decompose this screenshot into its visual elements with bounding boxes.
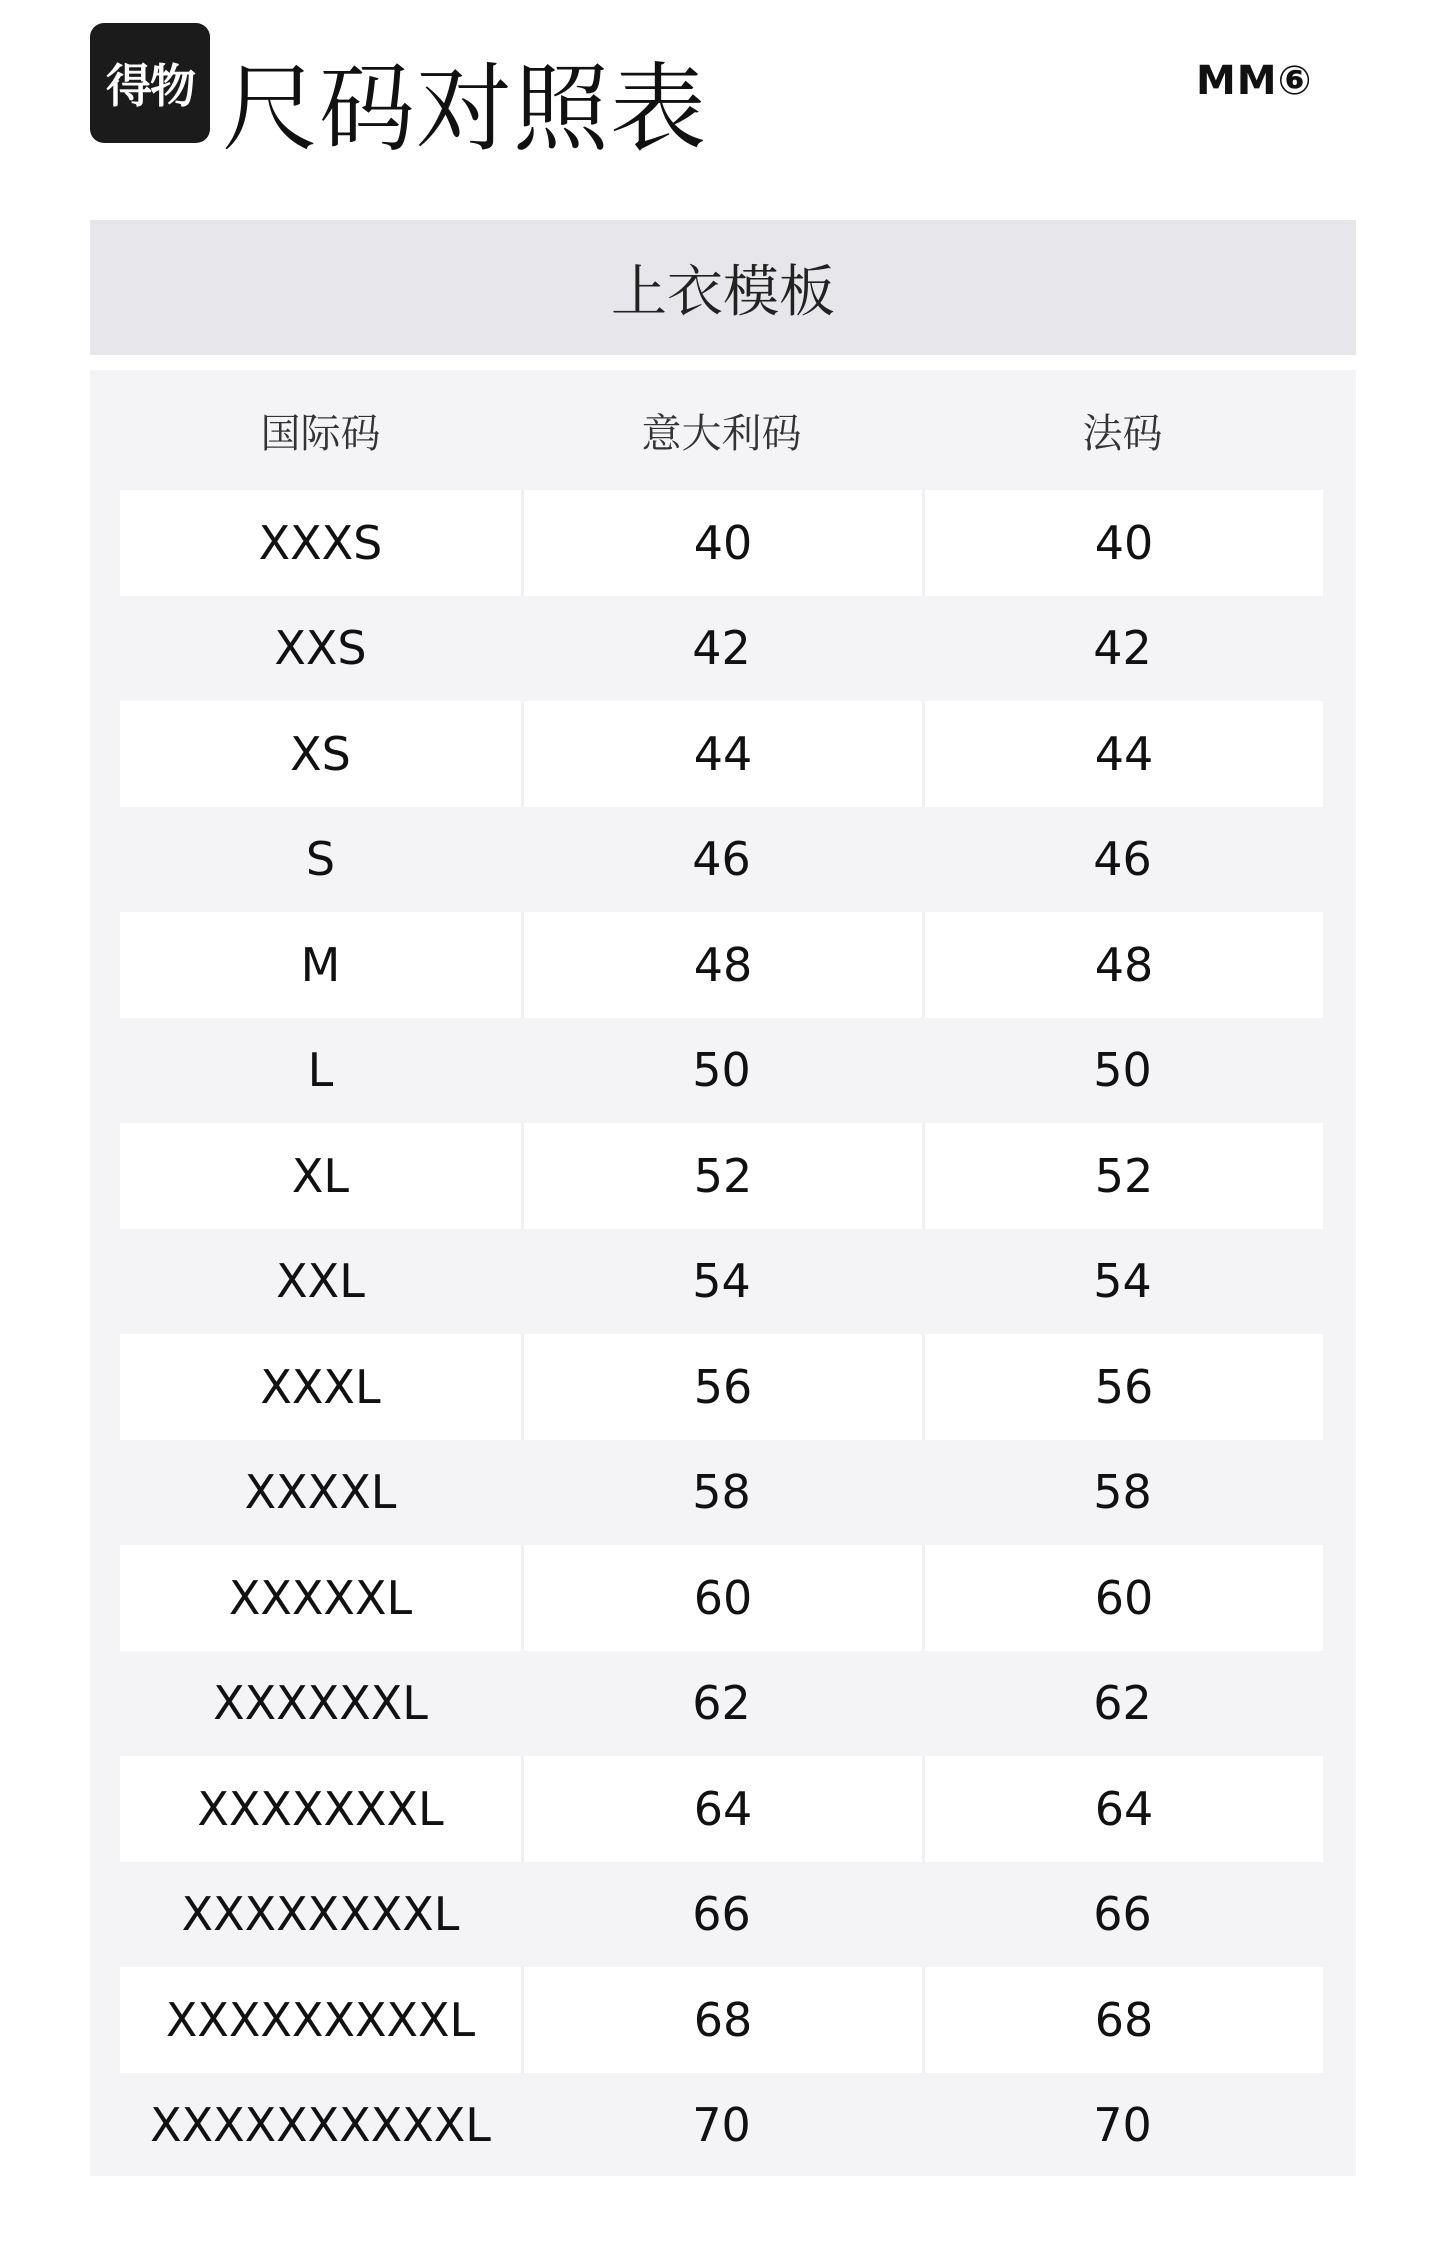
italian-size-cell: 48 bbox=[521, 912, 922, 1018]
column-header-international: 国际码 bbox=[260, 410, 381, 457]
french-size-cell: 56 bbox=[922, 1334, 1323, 1440]
table-row bbox=[120, 1334, 1323, 1440]
table-row bbox=[120, 1229, 1323, 1335]
italian-size-cell: 46 bbox=[692, 832, 751, 887]
international-size-cell: XXXXXXXXL bbox=[181, 1887, 460, 1942]
international-size-cell: XS bbox=[120, 701, 521, 807]
italian-size-cell: 42 bbox=[692, 621, 751, 676]
french-size-cell: 44 bbox=[922, 701, 1323, 807]
table-row bbox=[120, 1862, 1323, 1968]
italian-size-cell: 52 bbox=[521, 1123, 922, 1229]
italian-size-cell: 56 bbox=[521, 1334, 922, 1440]
french-size-cell: 62 bbox=[1093, 1676, 1152, 1731]
international-size-cell: XXS bbox=[274, 621, 367, 676]
italian-size-cell: 58 bbox=[692, 1465, 751, 1520]
french-size-cell: 40 bbox=[922, 490, 1323, 596]
table-row bbox=[120, 912, 1323, 1018]
french-size-cell: 68 bbox=[922, 1967, 1323, 2073]
table-row bbox=[120, 1967, 1323, 2073]
section-header bbox=[90, 220, 1356, 355]
french-size-cell: 58 bbox=[1093, 1465, 1152, 1520]
international-size-cell: XXXXXXL bbox=[213, 1676, 428, 1731]
column-header-italian: 意大利码 bbox=[641, 410, 802, 457]
table-row bbox=[120, 1440, 1323, 1546]
italian-size-cell: 40 bbox=[521, 490, 922, 596]
table-row bbox=[120, 1756, 1323, 1862]
table-row bbox=[120, 2073, 1323, 2179]
international-size-cell: XXXL bbox=[120, 1334, 521, 1440]
international-size-cell: L bbox=[307, 1043, 334, 1098]
international-size-cell: XXL bbox=[276, 1254, 365, 1309]
page-title: 尺码对照表 bbox=[222, 53, 707, 165]
french-size-cell: 42 bbox=[1093, 621, 1152, 676]
table-row bbox=[120, 1123, 1323, 1229]
app-logo: 得物 bbox=[90, 23, 210, 143]
table-row bbox=[120, 1018, 1323, 1124]
french-size-cell: 48 bbox=[922, 912, 1323, 1018]
international-size-cell: XXXXXXXL bbox=[120, 1756, 521, 1862]
table-row bbox=[120, 596, 1323, 702]
italian-size-cell: 66 bbox=[692, 1887, 751, 1942]
table-row bbox=[120, 1651, 1323, 1757]
international-size-cell: XXXXXXXXXL bbox=[120, 1967, 521, 2073]
column-header-french: 法码 bbox=[1082, 410, 1163, 457]
french-size-cell: 50 bbox=[1093, 1043, 1152, 1098]
french-size-cell: 66 bbox=[1093, 1887, 1152, 1942]
italian-size-cell: 54 bbox=[692, 1254, 751, 1309]
table-row bbox=[120, 807, 1323, 913]
french-size-cell: 70 bbox=[1093, 2098, 1152, 2153]
french-size-cell: 54 bbox=[1093, 1254, 1152, 1309]
size-table bbox=[90, 370, 1356, 2176]
table-body bbox=[120, 490, 1323, 2178]
french-size-cell: 52 bbox=[922, 1123, 1323, 1229]
table-row bbox=[120, 701, 1323, 807]
italian-size-cell: 70 bbox=[692, 2098, 751, 2153]
international-size-cell: XXXXL bbox=[244, 1465, 397, 1520]
italian-size-cell: 60 bbox=[521, 1545, 922, 1651]
french-size-cell: 64 bbox=[922, 1756, 1323, 1862]
international-size-cell: S bbox=[305, 832, 336, 887]
italian-size-cell: 50 bbox=[692, 1043, 751, 1098]
french-size-cell: 46 bbox=[1093, 832, 1152, 887]
italian-size-cell: 62 bbox=[692, 1676, 751, 1731]
brand-logo: MM⑥ bbox=[1196, 58, 1313, 104]
international-size-cell: XXXS bbox=[120, 490, 521, 596]
french-size-cell: 60 bbox=[922, 1545, 1323, 1651]
table-row bbox=[120, 1545, 1323, 1651]
international-size-cell: M bbox=[120, 912, 521, 1018]
italian-size-cell: 68 bbox=[521, 1967, 922, 2073]
table-row bbox=[120, 490, 1323, 596]
italian-size-cell: 64 bbox=[521, 1756, 922, 1862]
section-title: 上衣模板 bbox=[611, 259, 835, 325]
international-size-cell: XXXXXL bbox=[120, 1545, 521, 1651]
international-size-cell: XL bbox=[120, 1123, 521, 1229]
international-size-cell: XXXXXXXXXXL bbox=[150, 2098, 491, 2153]
table-header-row bbox=[120, 370, 1323, 490]
italian-size-cell: 44 bbox=[521, 701, 922, 807]
